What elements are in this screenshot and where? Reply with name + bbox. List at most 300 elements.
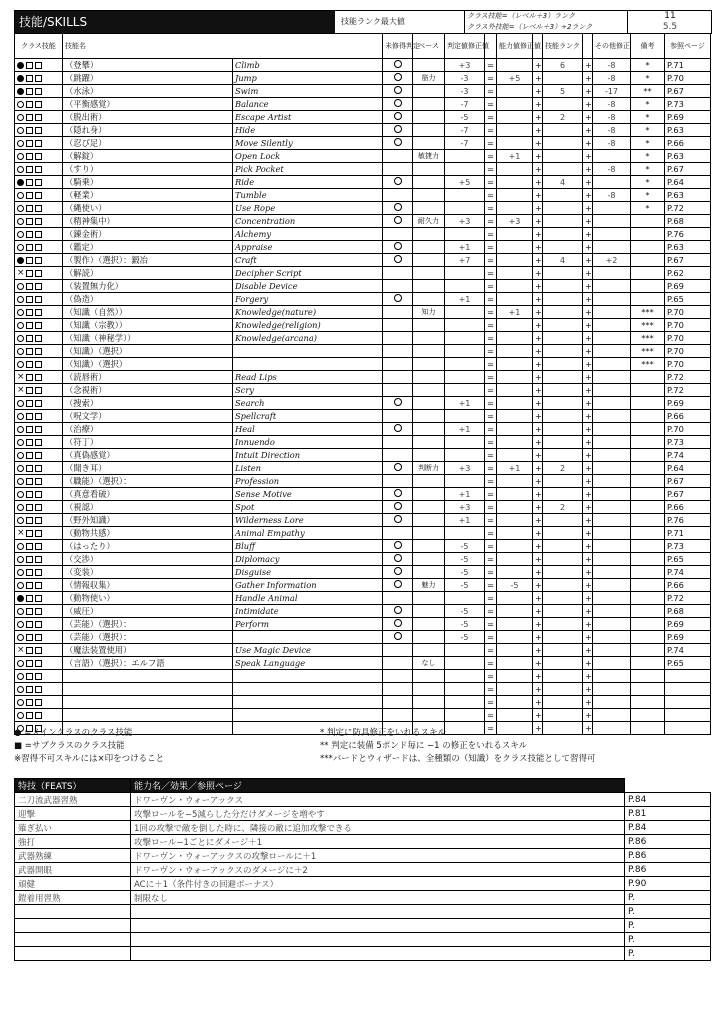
extra-checkbox[interactable] xyxy=(35,166,42,173)
sub-class-checkbox[interactable] xyxy=(26,127,33,134)
main-class-checkbox[interactable] xyxy=(17,127,24,134)
skill-rank[interactable]: 6 xyxy=(543,59,583,72)
main-class-checkbox[interactable] xyxy=(17,88,24,95)
skill-rank[interactable] xyxy=(543,124,583,137)
sub-class-checkbox[interactable] xyxy=(26,192,33,199)
ability-modifier[interactable] xyxy=(497,605,533,618)
main-class-checkbox[interactable] xyxy=(17,400,24,407)
extra-checkbox[interactable] xyxy=(35,595,42,602)
main-class-checkbox[interactable] xyxy=(17,361,24,368)
check-total[interactable]: +7 xyxy=(445,254,485,267)
sub-class-checkbox[interactable] xyxy=(26,270,33,277)
ability-modifier[interactable] xyxy=(497,722,533,735)
main-class-checkbox[interactable] xyxy=(17,62,24,69)
extra-checkbox[interactable] xyxy=(35,452,42,459)
skill-rank[interactable] xyxy=(543,579,583,592)
main-class-checkbox[interactable] xyxy=(17,634,24,641)
sub-class-checkbox[interactable] xyxy=(26,244,33,251)
sub-class-checkbox[interactable] xyxy=(26,387,33,394)
sub-class-checkbox[interactable] xyxy=(26,322,33,329)
other-modifier[interactable] xyxy=(593,267,631,280)
skill-rank[interactable]: 2 xyxy=(543,111,583,124)
other-modifier[interactable] xyxy=(593,709,631,722)
extra-checkbox[interactable] xyxy=(35,647,42,654)
skill-rank[interactable] xyxy=(543,137,583,150)
ability-modifier[interactable] xyxy=(497,98,533,111)
skill-rank[interactable] xyxy=(543,449,583,462)
sub-class-checkbox[interactable] xyxy=(26,478,33,485)
ability-modifier[interactable] xyxy=(497,332,533,345)
feat-effect[interactable]: 1回の攻撃で敵を倒した時に、隣接の敵に追加攻撃できる xyxy=(131,821,625,835)
main-class-checkbox[interactable] xyxy=(17,153,24,160)
skill-rank[interactable] xyxy=(543,72,583,85)
feat-effect[interactable] xyxy=(131,905,625,919)
other-modifier[interactable] xyxy=(593,306,631,319)
other-modifier[interactable] xyxy=(593,436,631,449)
ability-modifier[interactable] xyxy=(497,592,533,605)
ability-modifier[interactable]: -5 xyxy=(497,579,533,592)
extra-checkbox[interactable] xyxy=(35,712,42,719)
ability-modifier[interactable] xyxy=(497,189,533,202)
feat-name[interactable]: 鎧着用習熟 xyxy=(15,891,131,905)
other-modifier[interactable] xyxy=(593,345,631,358)
skill-rank[interactable] xyxy=(543,215,583,228)
other-modifier[interactable] xyxy=(593,540,631,553)
other-modifier[interactable] xyxy=(593,371,631,384)
check-total[interactable] xyxy=(445,696,485,709)
feat-name[interactable] xyxy=(15,933,131,947)
sub-class-checkbox[interactable] xyxy=(26,556,33,563)
check-total[interactable] xyxy=(445,683,485,696)
sub-class-checkbox[interactable] xyxy=(26,530,33,537)
sub-class-checkbox[interactable] xyxy=(26,465,33,472)
ability-modifier[interactable] xyxy=(497,319,533,332)
check-total[interactable] xyxy=(445,150,485,163)
ability-modifier[interactable] xyxy=(497,657,533,670)
main-class-checkbox[interactable] xyxy=(17,309,24,316)
check-total[interactable] xyxy=(445,189,485,202)
main-class-checkbox[interactable] xyxy=(17,660,24,667)
main-class-checkbox[interactable] xyxy=(17,244,24,251)
extra-checkbox[interactable] xyxy=(35,101,42,108)
other-modifier[interactable] xyxy=(593,241,631,254)
check-total[interactable]: +1 xyxy=(445,488,485,501)
sub-class-checkbox[interactable] xyxy=(26,101,33,108)
check-total[interactable] xyxy=(445,332,485,345)
other-modifier[interactable]: -8 xyxy=(593,163,631,176)
main-class-checkbox[interactable] xyxy=(17,543,24,550)
other-modifier[interactable] xyxy=(593,228,631,241)
skill-rank[interactable] xyxy=(543,345,583,358)
other-modifier[interactable] xyxy=(593,631,631,644)
extra-checkbox[interactable] xyxy=(35,179,42,186)
main-class-checkbox[interactable] xyxy=(17,322,24,329)
extra-checkbox[interactable] xyxy=(35,673,42,680)
feat-name[interactable]: 迎撃 xyxy=(15,807,131,821)
other-modifier[interactable] xyxy=(593,384,631,397)
main-class-checkbox[interactable] xyxy=(17,296,24,303)
extra-checkbox[interactable] xyxy=(35,231,42,238)
skill-rank[interactable] xyxy=(543,618,583,631)
feat-name[interactable]: 二刀流武器習熟 xyxy=(15,793,131,807)
sub-class-checkbox[interactable] xyxy=(26,296,33,303)
skill-rank[interactable] xyxy=(543,540,583,553)
feat-effect[interactable]: ドワーヴン・ウォーアックスの攻撃ロールに＋1 xyxy=(131,849,625,863)
extra-checkbox[interactable] xyxy=(35,257,42,264)
extra-checkbox[interactable] xyxy=(35,426,42,433)
ability-modifier[interactable] xyxy=(497,384,533,397)
skill-rank[interactable] xyxy=(543,722,583,735)
check-total[interactable]: -5 xyxy=(445,566,485,579)
sub-class-checkbox[interactable] xyxy=(26,335,33,342)
other-modifier[interactable]: -8 xyxy=(593,189,631,202)
extra-checkbox[interactable] xyxy=(35,140,42,147)
extra-checkbox[interactable] xyxy=(35,75,42,82)
skill-rank[interactable] xyxy=(543,683,583,696)
sub-class-checkbox[interactable] xyxy=(26,218,33,225)
sub-class-checkbox[interactable] xyxy=(26,400,33,407)
check-total[interactable] xyxy=(445,527,485,540)
skill-rank[interactable] xyxy=(543,709,583,722)
extra-checkbox[interactable] xyxy=(35,127,42,134)
extra-checkbox[interactable] xyxy=(35,608,42,615)
sub-class-checkbox[interactable] xyxy=(26,582,33,589)
other-modifier[interactable] xyxy=(593,462,631,475)
extra-checkbox[interactable] xyxy=(35,699,42,706)
skill-rank[interactable]: 4 xyxy=(543,176,583,189)
extra-checkbox[interactable] xyxy=(35,309,42,316)
extra-checkbox[interactable] xyxy=(35,218,42,225)
sub-class-checkbox[interactable] xyxy=(26,660,33,667)
other-modifier[interactable]: -8 xyxy=(593,59,631,72)
sub-class-checkbox[interactable] xyxy=(26,75,33,82)
other-modifier[interactable] xyxy=(593,579,631,592)
skill-rank[interactable] xyxy=(543,384,583,397)
ability-modifier[interactable] xyxy=(497,670,533,683)
other-modifier[interactable] xyxy=(593,332,631,345)
feat-effect[interactable]: ドワーヴン・ウォーアックス xyxy=(131,793,625,807)
check-total[interactable]: -3 xyxy=(445,72,485,85)
other-modifier[interactable] xyxy=(593,410,631,423)
ability-modifier[interactable] xyxy=(497,436,533,449)
sub-class-checkbox[interactable] xyxy=(26,309,33,316)
sub-class-checkbox[interactable] xyxy=(26,673,33,680)
sub-class-checkbox[interactable] xyxy=(26,504,33,511)
main-class-checkbox[interactable] xyxy=(17,348,24,355)
ability-modifier[interactable] xyxy=(497,163,533,176)
ability-modifier[interactable] xyxy=(497,267,533,280)
check-total[interactable] xyxy=(445,644,485,657)
skill-rank[interactable] xyxy=(543,228,583,241)
other-modifier[interactable] xyxy=(593,280,631,293)
other-modifier[interactable] xyxy=(593,670,631,683)
extra-checkbox[interactable] xyxy=(35,556,42,563)
sub-class-checkbox[interactable] xyxy=(26,257,33,264)
other-modifier[interactable]: -8 xyxy=(593,98,631,111)
sub-class-checkbox[interactable] xyxy=(26,491,33,498)
sub-class-checkbox[interactable] xyxy=(26,88,33,95)
extra-checkbox[interactable] xyxy=(35,439,42,446)
other-modifier[interactable] xyxy=(593,527,631,540)
sub-class-checkbox[interactable] xyxy=(26,374,33,381)
sub-class-checkbox[interactable] xyxy=(26,153,33,160)
check-total[interactable]: -5 xyxy=(445,553,485,566)
sub-class-checkbox[interactable] xyxy=(26,543,33,550)
main-class-checkbox[interactable] xyxy=(17,179,24,186)
other-modifier[interactable] xyxy=(593,488,631,501)
check-total[interactable] xyxy=(445,592,485,605)
extra-checkbox[interactable] xyxy=(35,374,42,381)
check-total[interactable]: -5 xyxy=(445,631,485,644)
feat-name[interactable] xyxy=(15,919,131,933)
check-total[interactable] xyxy=(445,371,485,384)
ability-modifier[interactable] xyxy=(497,527,533,540)
skill-rank[interactable] xyxy=(543,488,583,501)
feat-name[interactable]: 薙ぎ払い xyxy=(15,821,131,835)
check-total[interactable] xyxy=(445,267,485,280)
extra-checkbox[interactable] xyxy=(35,270,42,277)
main-class-checkbox[interactable] xyxy=(17,699,24,706)
extra-checkbox[interactable] xyxy=(35,465,42,472)
other-modifier[interactable]: -8 xyxy=(593,72,631,85)
other-modifier[interactable] xyxy=(593,605,631,618)
check-total[interactable]: +5 xyxy=(445,176,485,189)
sub-class-checkbox[interactable] xyxy=(26,426,33,433)
check-total[interactable]: -7 xyxy=(445,137,485,150)
main-class-checkbox[interactable] xyxy=(17,556,24,563)
ability-modifier[interactable] xyxy=(497,345,533,358)
extra-checkbox[interactable] xyxy=(35,192,42,199)
skill-rank[interactable] xyxy=(543,306,583,319)
main-class-checkbox[interactable] xyxy=(17,712,24,719)
feat-effect[interactable]: ACに＋1（条件付きの回避ボーナス） xyxy=(131,877,625,891)
sub-class-checkbox[interactable] xyxy=(26,608,33,615)
check-total[interactable] xyxy=(445,319,485,332)
skill-rank[interactable] xyxy=(543,631,583,644)
sub-class-checkbox[interactable] xyxy=(26,699,33,706)
main-class-checkbox[interactable] xyxy=(17,218,24,225)
ability-modifier[interactable] xyxy=(497,683,533,696)
ability-modifier[interactable] xyxy=(497,540,533,553)
ability-modifier[interactable] xyxy=(497,709,533,722)
sub-class-checkbox[interactable] xyxy=(26,621,33,628)
check-total[interactable] xyxy=(445,410,485,423)
ability-modifier[interactable] xyxy=(497,293,533,306)
check-total[interactable]: +3 xyxy=(445,501,485,514)
feat-effect[interactable]: ドワーヴン・ウォーアックスのダメージに＋2 xyxy=(131,863,625,877)
check-total[interactable] xyxy=(445,228,485,241)
sub-class-checkbox[interactable] xyxy=(26,595,33,602)
sub-class-checkbox[interactable] xyxy=(26,452,33,459)
extra-checkbox[interactable] xyxy=(35,322,42,329)
main-class-checkbox[interactable] xyxy=(17,517,24,524)
extra-checkbox[interactable] xyxy=(35,387,42,394)
check-total[interactable]: -5 xyxy=(445,540,485,553)
main-class-checkbox[interactable] xyxy=(17,504,24,511)
extra-checkbox[interactable] xyxy=(35,621,42,628)
extra-checkbox[interactable] xyxy=(35,504,42,511)
extra-checkbox[interactable] xyxy=(35,153,42,160)
other-modifier[interactable] xyxy=(593,475,631,488)
extra-checkbox[interactable] xyxy=(35,244,42,251)
check-total[interactable] xyxy=(445,709,485,722)
extra-checkbox[interactable] xyxy=(35,478,42,485)
feat-effect[interactable] xyxy=(131,919,625,933)
skill-rank[interactable] xyxy=(543,553,583,566)
main-class-checkbox[interactable] xyxy=(17,478,24,485)
ability-modifier[interactable] xyxy=(497,85,533,98)
main-class-checkbox[interactable] xyxy=(17,166,24,173)
main-class-checkbox[interactable] xyxy=(17,257,24,264)
other-modifier[interactable] xyxy=(593,293,631,306)
ability-modifier[interactable]: +1 xyxy=(497,306,533,319)
skill-rank[interactable] xyxy=(543,605,583,618)
skill-rank[interactable] xyxy=(543,150,583,163)
sub-class-checkbox[interactable] xyxy=(26,712,33,719)
main-class-checkbox[interactable] xyxy=(17,140,24,147)
skill-rank[interactable] xyxy=(543,189,583,202)
ability-modifier[interactable]: +5 xyxy=(497,72,533,85)
other-modifier[interactable]: +2 xyxy=(593,254,631,267)
main-class-checkbox[interactable] xyxy=(17,413,24,420)
skill-rank[interactable] xyxy=(543,657,583,670)
check-total[interactable] xyxy=(445,163,485,176)
ability-modifier[interactable] xyxy=(497,358,533,371)
sub-class-checkbox[interactable] xyxy=(26,361,33,368)
sub-class-checkbox[interactable] xyxy=(26,686,33,693)
feat-effect[interactable] xyxy=(131,947,625,961)
check-total[interactable] xyxy=(445,306,485,319)
main-class-checkbox[interactable] xyxy=(17,491,24,498)
feat-name[interactable] xyxy=(15,947,131,961)
other-modifier[interactable] xyxy=(593,722,631,735)
main-class-checkbox[interactable] xyxy=(17,205,24,212)
extra-checkbox[interactable] xyxy=(35,582,42,589)
extra-checkbox[interactable] xyxy=(35,335,42,342)
main-class-checkbox[interactable] xyxy=(17,582,24,589)
main-class-checkbox[interactable] xyxy=(17,231,24,238)
skill-rank[interactable] xyxy=(543,670,583,683)
other-modifier[interactable]: -17 xyxy=(593,85,631,98)
ability-modifier[interactable] xyxy=(497,124,533,137)
extra-checkbox[interactable] xyxy=(35,296,42,303)
ability-modifier[interactable] xyxy=(497,280,533,293)
feat-effect[interactable]: 攻撃ロール−1ごとにダメージ＋1 xyxy=(131,835,625,849)
sub-class-checkbox[interactable] xyxy=(26,413,33,420)
check-total[interactable]: +1 xyxy=(445,241,485,254)
check-total[interactable]: +1 xyxy=(445,293,485,306)
other-modifier[interactable] xyxy=(593,202,631,215)
main-class-checkbox[interactable] xyxy=(17,452,24,459)
ability-modifier[interactable] xyxy=(497,241,533,254)
check-total[interactable] xyxy=(445,345,485,358)
other-modifier[interactable] xyxy=(593,449,631,462)
other-modifier[interactable] xyxy=(593,592,631,605)
main-class-checkbox[interactable] xyxy=(17,283,24,290)
skill-rank[interactable] xyxy=(543,514,583,527)
sub-class-checkbox[interactable] xyxy=(26,647,33,654)
extra-checkbox[interactable] xyxy=(35,686,42,693)
check-total[interactable]: -3 xyxy=(445,85,485,98)
main-class-checkbox[interactable] xyxy=(17,439,24,446)
check-total[interactable] xyxy=(445,657,485,670)
skill-rank[interactable] xyxy=(543,280,583,293)
other-modifier[interactable] xyxy=(593,618,631,631)
skill-rank[interactable] xyxy=(543,397,583,410)
feat-name[interactable]: 強打 xyxy=(15,835,131,849)
check-total[interactable]: -5 xyxy=(445,618,485,631)
feat-name[interactable]: 頑健 xyxy=(15,877,131,891)
ability-modifier[interactable] xyxy=(497,202,533,215)
skill-rank[interactable] xyxy=(543,475,583,488)
check-total[interactable] xyxy=(445,722,485,735)
skill-rank[interactable] xyxy=(543,527,583,540)
skill-rank[interactable] xyxy=(543,319,583,332)
skill-rank[interactable] xyxy=(543,410,583,423)
main-class-checkbox[interactable] xyxy=(17,569,24,576)
skill-rank[interactable] xyxy=(543,696,583,709)
main-class-checkbox[interactable] xyxy=(17,192,24,199)
ability-modifier[interactable] xyxy=(497,59,533,72)
other-modifier[interactable] xyxy=(593,501,631,514)
ability-modifier[interactable] xyxy=(497,696,533,709)
other-modifier[interactable] xyxy=(593,683,631,696)
ability-modifier[interactable] xyxy=(497,644,533,657)
main-class-checkbox[interactable] xyxy=(17,673,24,680)
extra-checkbox[interactable] xyxy=(35,543,42,550)
extra-checkbox[interactable] xyxy=(35,348,42,355)
check-total[interactable]: +3 xyxy=(445,215,485,228)
skill-rank[interactable]: 2 xyxy=(543,462,583,475)
ability-modifier[interactable] xyxy=(497,449,533,462)
check-total[interactable]: -5 xyxy=(445,579,485,592)
other-modifier[interactable]: -8 xyxy=(593,111,631,124)
skill-rank[interactable] xyxy=(543,241,583,254)
feat-name[interactable]: 武器開眼 xyxy=(15,863,131,877)
main-class-checkbox[interactable] xyxy=(17,595,24,602)
main-class-checkbox[interactable] xyxy=(17,621,24,628)
other-modifier[interactable] xyxy=(593,215,631,228)
sub-class-checkbox[interactable] xyxy=(26,231,33,238)
feat-name[interactable] xyxy=(15,905,131,919)
extra-checkbox[interactable] xyxy=(35,114,42,121)
sub-class-checkbox[interactable] xyxy=(26,439,33,446)
main-class-checkbox[interactable] xyxy=(17,75,24,82)
check-total[interactable]: +3 xyxy=(445,462,485,475)
main-class-checkbox[interactable] xyxy=(17,426,24,433)
check-total[interactable]: +1 xyxy=(445,397,485,410)
extra-checkbox[interactable] xyxy=(35,62,42,69)
extra-checkbox[interactable] xyxy=(35,530,42,537)
other-modifier[interactable] xyxy=(593,696,631,709)
main-class-checkbox[interactable] xyxy=(17,686,24,693)
skill-rank[interactable] xyxy=(543,293,583,306)
other-modifier[interactable]: -8 xyxy=(593,137,631,150)
ability-modifier[interactable] xyxy=(497,111,533,124)
feat-effect[interactable]: 攻撃ロールを−5減らした分だけダメージを増やす xyxy=(131,807,625,821)
ability-modifier[interactable] xyxy=(497,618,533,631)
check-total[interactable]: +1 xyxy=(445,514,485,527)
check-total[interactable] xyxy=(445,436,485,449)
other-modifier[interactable] xyxy=(593,657,631,670)
check-total[interactable] xyxy=(445,475,485,488)
ability-modifier[interactable] xyxy=(497,514,533,527)
feat-effect[interactable]: 制限なし xyxy=(131,891,625,905)
check-total[interactable]: +3 xyxy=(445,59,485,72)
extra-checkbox[interactable] xyxy=(35,413,42,420)
other-modifier[interactable] xyxy=(593,514,631,527)
sub-class-checkbox[interactable] xyxy=(26,62,33,69)
